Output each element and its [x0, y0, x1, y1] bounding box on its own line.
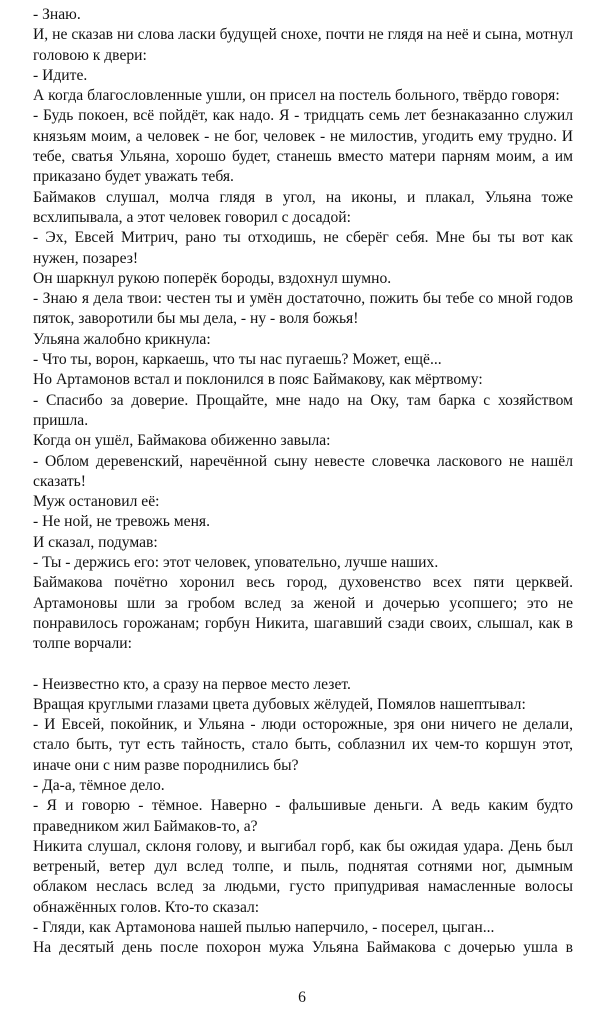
paragraph-10: Ульяна жалобно крикнула: — [33, 330, 211, 348]
paragraph-gap — [33, 655, 573, 675]
page-number: 6 — [298, 989, 306, 1006]
paragraph-5: - Будь покоен, всё пойдёт, как надо. Я - тридцать семь лет безнаказанно служил князьям моим, а человек - не бог, человек - не милостив, угодить ему трудно. И тебе, сватья Ульяна, хорошо будет, станешь вместо матери парням моим, а им приказано будет уважать тебя. — [33, 107, 573, 186]
paragraph-24: - Да-а, тёмное дело. — [33, 776, 165, 794]
page-body — [33, 5, 573, 959]
paragraph-6: Баймаков слушал, молча глядя в угол, на иконы, и плакал, Ульяна тоже всхлипывала, а этот человек говорил с досадой: — [33, 188, 573, 226]
paragraph-26: Никита слушал, склоня голову, и выгибал горб, как бы ожидая удара. День был ветреный, ветер дул вслед толпе, и пыль, поднятая сотнями ног, дымным облаком неслась вслед за людьми, густо припудривая намасленные волосы обнажённых голов. Кто-то сказал: — [33, 837, 573, 916]
paragraph-14: Когда он ушёл, Баймакова обиженно завыла: — [33, 432, 331, 450]
paragraph-20: Баймакова почётно хоронил весь город, духовенство всех пяти церквей. Артамоновы шли за гробом вслед за женой и дочерью усопшего; это не понравилось горожанам; горбун Никита, шагавший сзади своих, слышал, как в толпе ворчали: — [33, 574, 573, 653]
paragraph-28: На десятый день после похорон мужа Ульяна Баймакова с дочерью ушла в — [33, 939, 573, 957]
paragraph-21: - Неизвестно кто, а сразу на первое место лезет. — [33, 675, 351, 693]
paragraph-9: - Знаю я дела твои: честен ты и умён достаточно, пожить бы тебе со мной годов пяток, заворотили бы мы дела, - ну - воля божья! — [33, 290, 573, 328]
paragraph-16: Муж остановил её: — [33, 493, 160, 511]
paragraph-18: И сказал, подумав: — [33, 533, 158, 551]
paragraph-13: - Спасибо за доверие. Прощайте, мне надо на Оку, там барка с хозяйством пришла. — [33, 391, 573, 429]
paragraph-8: Он шаркнул рукою поперёк бороды, вздохнул шумно. — [33, 269, 392, 287]
paragraph-2: И, не сказав ни слова ласки будущей снохе, почти не глядя на неё и сына, мотнул головою к двери: — [33, 26, 573, 64]
paragraph-15: - Облом деревенский, наречённой сыну невесте словечка ласкового не нашёл сказать! — [33, 452, 573, 490]
paragraph-12: Но Артамонов встал и поклонился в пояс Баймакову, как мёртвому: — [33, 371, 483, 389]
paragraph-23: - И Евсей, покойник, и Ульяна - люди осторожные, зря они ничего не делали, стало быть, тут есть тайность, стало быть, соблазнил их чем-то коршун этот, иначе они с ним разве породнились бы? — [33, 716, 573, 774]
paragraph-3: - Идите. — [33, 66, 88, 84]
paragraph-1: - Знаю. — [33, 6, 81, 23]
paragraph-17: - Не ной, не тревожь меня. — [33, 513, 210, 531]
paragraph-4: А когда благословленные ушли, он присел на постель больного, твёрдо говоря: — [33, 87, 560, 105]
paragraph-22: Вращая круглыми глазами цвета дубовых жёлудей, Помялов нашептывал: — [33, 695, 526, 713]
paragraph-25: - Я и говорю - тёмное. Наверно - фальшивые деньги. А ведь каким будто праведником жил Баймаков-то, а? — [33, 797, 573, 835]
paragraph-27: - Гляди, как Артамонова нашей пылью наперчило, - посерел, цыган... — [33, 919, 495, 937]
paragraph-7: - Эх, Евсей Митрич, рано ты отходишь, не сберёг себя. Мне бы ты вот как нужен, позарез! — [33, 229, 573, 267]
paragraph-11: - Что ты, ворон, каркаешь, что ты нас пугаешь? Может, ещё... — [33, 351, 442, 369]
paragraph-19: - Ты - держись его: этот человек, уповательно, лучше наших. — [33, 554, 439, 572]
